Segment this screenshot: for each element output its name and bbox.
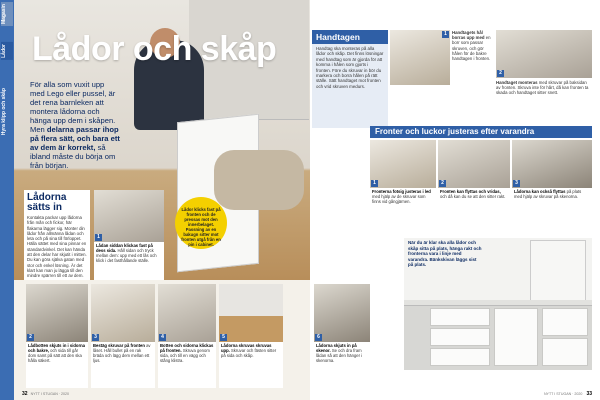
- fronter-step-1-photo: [370, 140, 436, 188]
- step-4-photo: [158, 284, 216, 342]
- intro-end: så ibland måste du börja om från början.: [30, 143, 116, 170]
- step-6-num: 6: [315, 334, 322, 341]
- step-6-bold: Lådorna skjuts in på skenor.: [316, 343, 357, 354]
- handtag-step-1-text: en borr som passar skruven, och gör hålen för de bakre handtagen i fronten.: [452, 35, 491, 62]
- folio-left-num: 32: [22, 391, 28, 397]
- edge-tab-magasin[interactable]: Magasin: [1, 2, 13, 26]
- edge-tabs: [0, 0, 14, 400]
- cabinet-door: [494, 308, 538, 366]
- page-title: Lådor och skåp: [32, 30, 277, 68]
- step-2: [26, 284, 88, 388]
- step-2-text: och sida till går dom samt på sätt att den ska hålla säkert.: [28, 348, 82, 364]
- step-3-photo: [91, 284, 155, 342]
- step-3-caption: [91, 342, 155, 364]
- fronter-step-3-bold: Lådorna kan också flyttas: [514, 189, 566, 194]
- step-5-photo: [219, 284, 283, 342]
- intro-bold: delarna passar ihop på flera sätt, och bara ett av dem är korrekt,: [30, 125, 120, 152]
- step-5-text: Skruvar och fästen sitter på sida och skåp.: [221, 348, 277, 359]
- handtag-step-2-bold: Handtaget monteras: [496, 80, 538, 85]
- fronter-step-2-num: 2: [439, 180, 446, 187]
- step-5-bold: Lådorna skruvas skruvas upp.: [221, 343, 272, 354]
- fronter-step-1-bold: Fronterna fotsig justeras i led: [372, 189, 431, 194]
- fronter-step-1-text: med hjälp av de skruvar som finns vid gångjärnen.: [372, 194, 426, 205]
- step-1-photo: [94, 190, 164, 242]
- folio-right: [544, 391, 592, 397]
- step-4-caption: [158, 342, 216, 364]
- step-6-photo: [314, 284, 370, 342]
- step-4-num: 4: [159, 334, 166, 341]
- fronter-step-2: [438, 140, 510, 230]
- folio-right-text: NYTT I STUGAN · 2020: [543, 392, 583, 396]
- kitchen-note: När du är klar ska alla lådor och skåp sitta på plats, hänga rakt och fronterna vara i linje med varandra. Bänkskivan läggs sist på plats.: [408, 240, 482, 268]
- step-3: [91, 284, 155, 388]
- fronter-step-2-photo: [438, 140, 510, 188]
- handtag-title: Handtagen: [312, 30, 388, 44]
- step-2-caption: [26, 342, 88, 364]
- fronter-step-1-caption: [370, 188, 436, 205]
- edge-tab-section[interactable]: Hyra klipp och skåp: [1, 88, 7, 136]
- step-2-bold: Lådbotten skjuts in i sidorna och bakre,: [28, 343, 86, 354]
- step-5-caption: [219, 342, 283, 359]
- tall-cabinet: [530, 240, 586, 304]
- counter-top: [404, 300, 592, 306]
- step-6: [314, 284, 370, 388]
- handtag-step-1-num: 1: [442, 31, 449, 38]
- ladbox: [24, 190, 90, 280]
- step-3-text: av låset. Håll bullet på en rak bräda och lägg dem mellan ett ljus.: [93, 343, 151, 364]
- step-3-num: 3: [92, 334, 99, 341]
- ladbox-text: Kontakta packar upp lådorna från mån och fickor, här flakarna lägger sig. Monter din lådor från allmänna lådan och leta och på sina till förloppet. Hälla sättet med sina pinnar en standardvinkel. Det kan hända att den delar har skjutit i mitten. Du kan göra själva gatan med stor och enkel lösning. Är det klart kan man ju lägga till den mindre spärren till ett av dem.: [27, 215, 87, 279]
- step-1-text: Håll sidan och tryck mellan dem: upp med ett lås och klick i det fasthållande ställe.: [96, 248, 157, 264]
- handtag-step-1-bold: Handtagets hål borras upp med: [452, 30, 485, 41]
- step-4-text: Skruva genom sida, och till en vägg och stång klistra.: [160, 348, 210, 364]
- handtag-step-2-caption: [496, 80, 592, 96]
- step-1-num: 1: [95, 234, 102, 241]
- drawer-front: [430, 308, 490, 326]
- fronter-step-2-caption: [438, 188, 510, 200]
- step-4: [158, 284, 216, 388]
- handtag-step-1-caption: [452, 30, 492, 61]
- fronter-step-3-text: på plats med hjälp av skruvar på skenorna.: [514, 189, 582, 200]
- fronter-step-3-photo: [512, 140, 592, 188]
- drawer-front: [430, 328, 490, 346]
- step-5: [219, 284, 283, 388]
- fronter-title: Fronter och luckor justeras efter varandra: [370, 126, 592, 138]
- handtag-box: [312, 30, 388, 128]
- drawer-front: [430, 348, 490, 366]
- fronter-step-3: [512, 140, 592, 230]
- intro-text: [30, 80, 120, 170]
- step-6-caption: [314, 342, 370, 364]
- folio-left: [22, 391, 69, 397]
- step-2-num: 2: [27, 334, 34, 341]
- fronter-step-1-num: 1: [371, 180, 378, 187]
- handtag-text: Handtag ska monteras på alla lådor och skåp. Det finns lösningar med handtag som är gjorda för att komma i hålen som gjorts i fronten. Före du skruvar in bör du markera och borra hålen på rätt ställe. Sätt handtaget mot fronten och vrid skruven medurs.: [316, 46, 384, 89]
- ladbox-title: Lådorna sätts in: [27, 192, 67, 213]
- step-2-photo: [26, 284, 88, 342]
- worker-leg: [214, 150, 304, 210]
- step-1: [94, 190, 164, 280]
- folio-right-num: 33: [586, 391, 592, 397]
- step-1-bold: Lådan siddan klickas fast på dess sida.: [96, 243, 153, 254]
- handtag-photo-1: [390, 30, 450, 85]
- step-5-num: 5: [220, 334, 227, 341]
- step-4-bold: Botten och sidorna klickas på fronten.: [160, 343, 214, 354]
- handtag-step-2-num: 2: [497, 70, 504, 77]
- step-6-text: Se och dra fram lådan så att den hänger i skenorna.: [316, 348, 363, 364]
- drawer-front: [542, 338, 588, 366]
- fronter-step-2-text: och då kan du se att den sitter rakt.: [440, 194, 506, 200]
- fronter-step-2-bold: Fronten kan flyttas och vridas,: [440, 189, 501, 194]
- step-3-bold: Bestäg skruvar på fronten: [93, 343, 145, 348]
- intro-plain: För alla som vuxit upp med Lego eller pussel, är det rena barnleken att montera lådorna och hänga upp dem i skåpen. Men: [30, 80, 116, 134]
- fronter-step-3-num: 3: [513, 180, 520, 187]
- handtag-photo-2: [496, 30, 592, 78]
- step-1-caption: [94, 242, 164, 264]
- yellow-callout: Lådor klicks fast på fronten och de pressas mot den innerbelaget. Passning av en bakugn sitter mot fronten utgå från en pin i cabinet.: [175, 197, 227, 249]
- handtag-step-2-text: med skruvar på baksidan av fronten. Skruva inte för hårt, då kan fronten ta skada och handtaget sitter snett.: [496, 80, 589, 96]
- fronter-step-3-caption: [512, 188, 592, 200]
- fronter-step-1: [370, 140, 436, 230]
- edge-tab-lador[interactable]: Lådor: [1, 42, 13, 60]
- folio-left-text: NYTT I STUGAN · 2020: [30, 392, 70, 396]
- drawer-front: [542, 308, 588, 336]
